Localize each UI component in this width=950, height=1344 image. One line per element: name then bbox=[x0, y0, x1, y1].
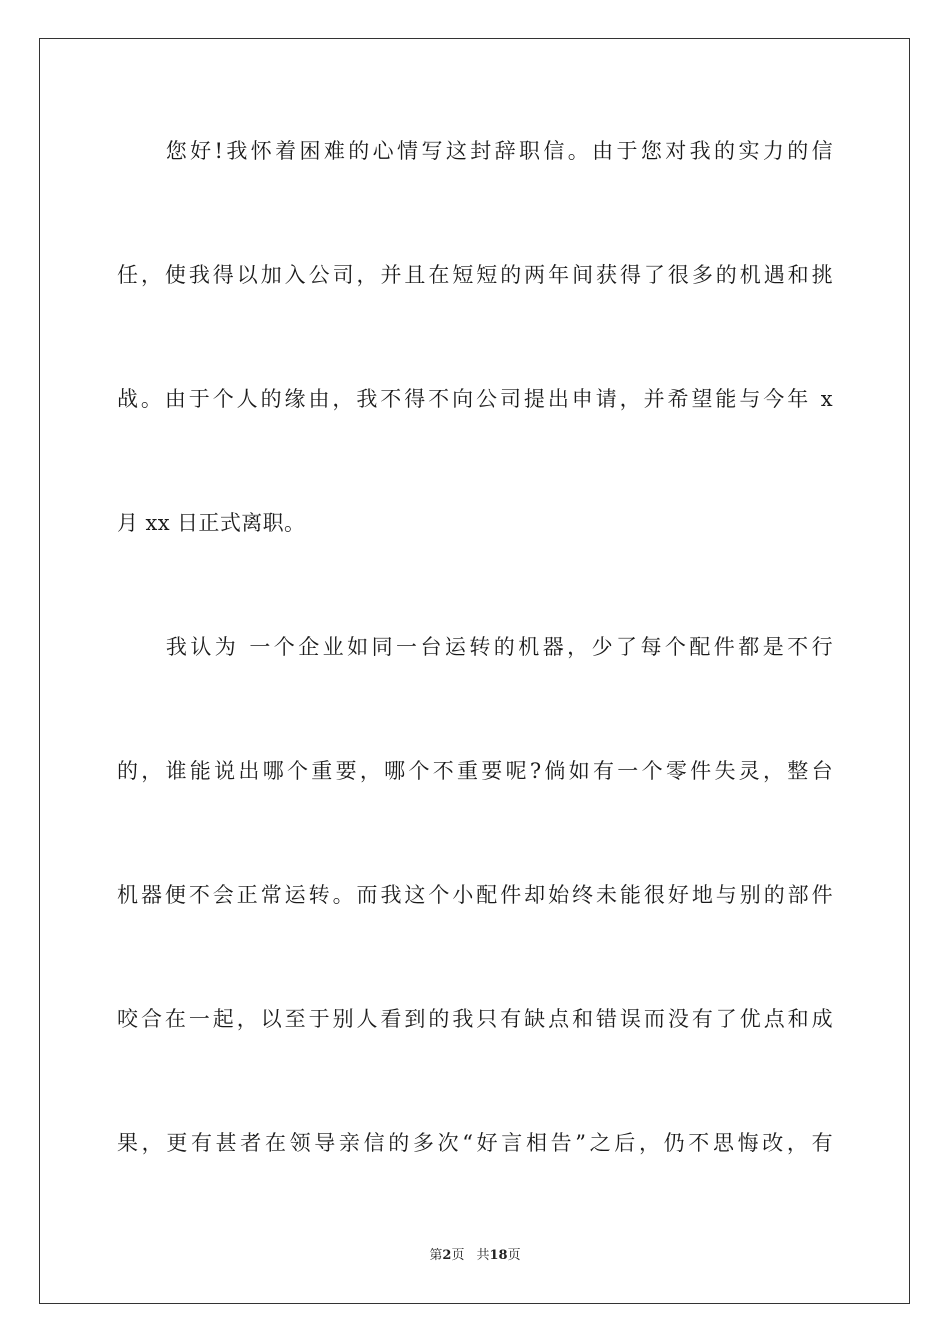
footer-total-number: 18 bbox=[489, 1248, 508, 1263]
paragraph-line-4: 月 xx 日正式离职。 bbox=[117, 511, 306, 535]
footer-page-suffix: 页 bbox=[451, 1248, 465, 1263]
footer-total-suffix: 页 bbox=[507, 1248, 521, 1263]
footer-page-number: 2 bbox=[442, 1248, 452, 1263]
paragraph-line-8: 咬合在一起，以至于别人看到的我只有缺点和错误而没有了优点和成 bbox=[117, 1007, 833, 1031]
page-footer bbox=[0, 1247, 950, 1265]
page-border bbox=[39, 38, 910, 1304]
paragraph-line-1: 您好!我怀着困难的心情写这封辞职信。由于您对我的实力的信 bbox=[117, 139, 833, 163]
footer-total-prefix: 共 bbox=[476, 1248, 490, 1263]
paragraph-line-5: 我认为 一个企业如同一台运转的机器，少了每个配件都是不行 bbox=[117, 635, 833, 659]
paragraph-line-7: 机器便不会正常运转。而我这个小配件却始终未能很好地与别的部件 bbox=[117, 883, 833, 907]
paragraph-line-2: 任，使我得以加入公司，并且在短短的两年间获得了很多的机遇和挑 bbox=[117, 263, 833, 287]
paragraph-line-9: 果，更有甚者在领导亲信的多次“好言相告”之后，仍不思悔改，有 bbox=[117, 1131, 833, 1155]
paragraph-line-6: 的，谁能说出哪个重要，哪个不重要呢?倘如有一个零件失灵，整台 bbox=[117, 759, 833, 783]
paragraph-line-3: 战。由于个人的缘由，我不得不向公司提出申请，并希望能与今年 x bbox=[117, 387, 833, 411]
footer-page-prefix: 第 bbox=[429, 1248, 443, 1263]
